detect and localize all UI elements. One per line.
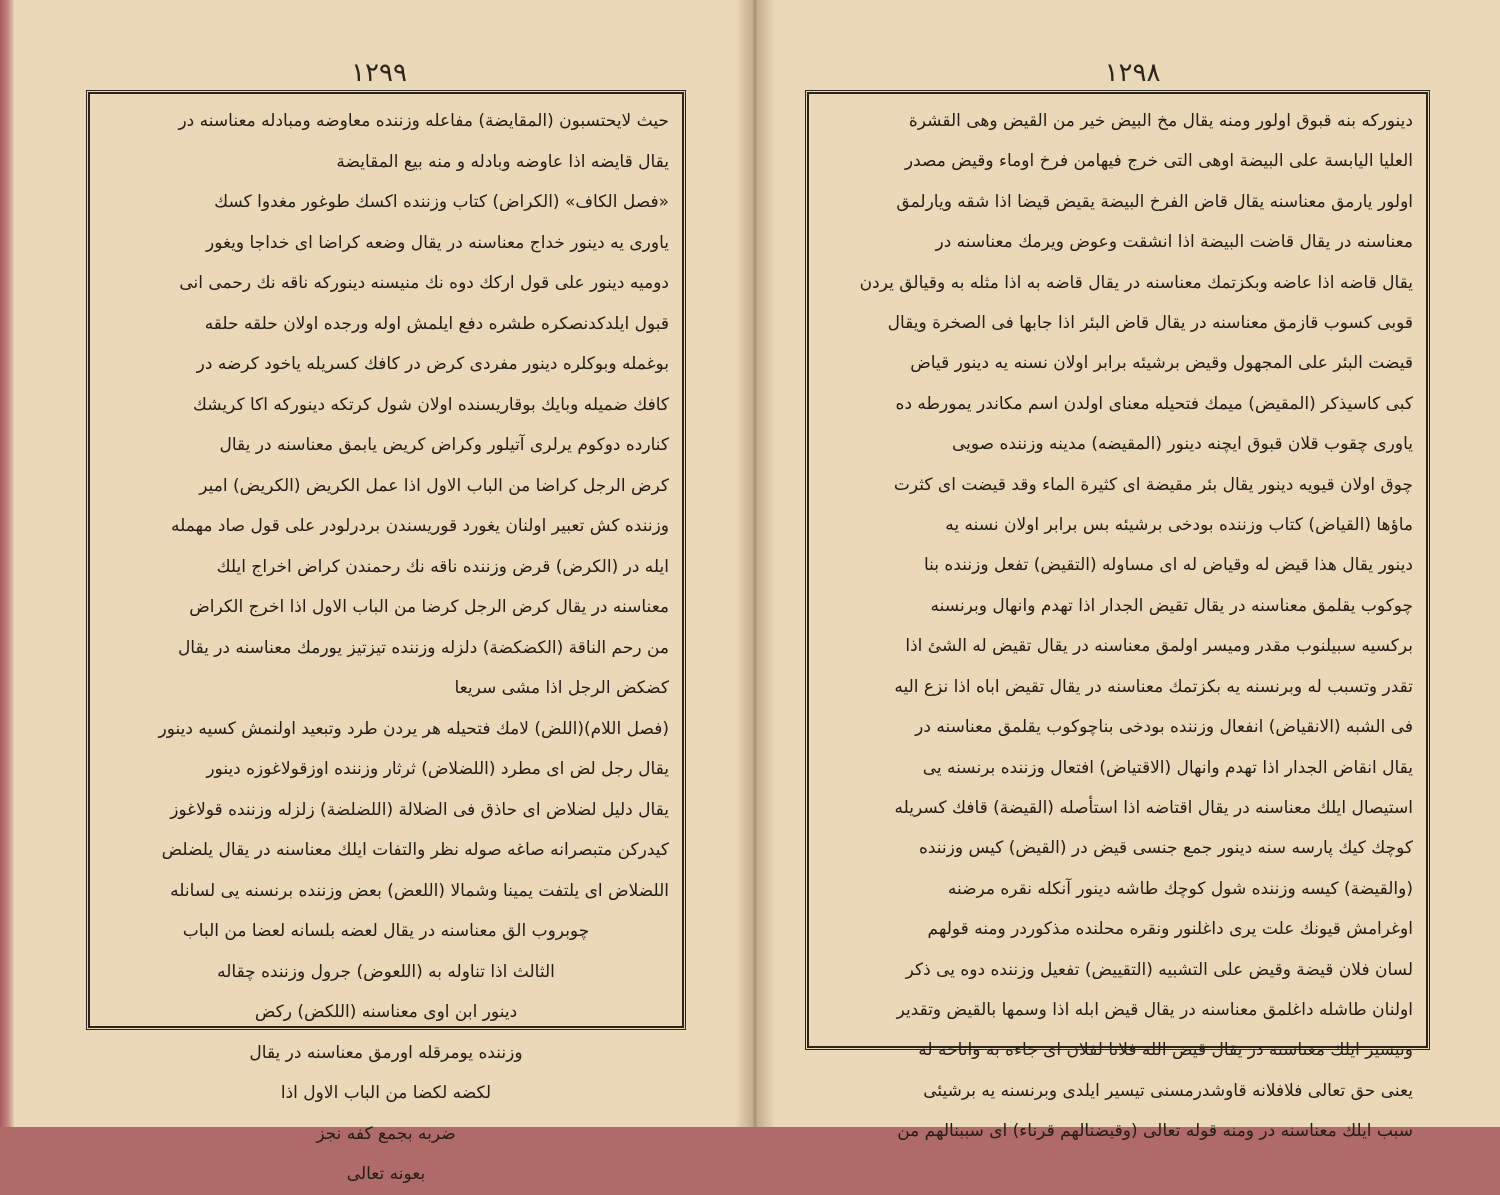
text-line: لسان فلان قيضة وقيض على التشبيه (التقييض) تفعيل وزننده دوه يى ذكر (905, 959, 1413, 980)
text-line: معناسنه در يقال كرض الرجل كرضا من الباب الاول اذا اخرج الكراض (189, 597, 669, 617)
page-number-left: ۱۲۹۹ (351, 58, 407, 88)
text-line: يعنى حق تعالى فلافلانه قاوشدرمسنى تيسير ايلدى وبرنسنه يه برشيئى (923, 1080, 1413, 1101)
text-line: دينور ابن اوى معناسنه (اللكض) ركض (254, 1002, 518, 1022)
text-line: كافك ضميله وبايك بوقاريسنده اولان شول كرتكه دينوركه اكا كريشك (192, 394, 669, 415)
text-line: چوبروب الق معناسنه در يقال لعضه بلسانه لعضا من الباب (182, 921, 590, 941)
text-line: دوميه دينور على قول اركك دوه نك منيسنه دينوركه ناقه نك رحمى انى (179, 273, 669, 293)
text-line: يقال انقاض الجدار اذا تهدم وانهال (الاقتياض) افتعال وزننده برنسنه يى (922, 757, 1413, 778)
text-line: يقال دليل لضلاض اى حاذق فى الضلالة (اللضلضة) زلزله وزننده قولاغوز (170, 799, 669, 820)
text-line: ضربه بجمع كفه نجز (316, 1123, 456, 1144)
text-line: بوغمله وبوكلره دينور مفردى كرض در كافك كسريله ياخود كرضه در (196, 354, 669, 374)
book-edge (0, 0, 14, 1127)
text-line: (فصل اللام)(اللض) لامك فتحيله هر يردن طرد وتبعيد اولنمش كسيه دينور (158, 718, 669, 739)
text-line: ياورى يه دينور خداج معناسنه در يقال وضعه كراضا اى خداجا ويغور (205, 232, 669, 253)
text-line: وتيسير ايلك معناسنه در يقال قيض الله فلانا لفلان اى جاءه به واتاحه له (918, 1040, 1413, 1061)
text-line: وزننده يومرقله اورمق معناسنه در يقال (249, 1042, 523, 1063)
text-line: ايله در (الكرض) قرض وزننده ناقه نك رحمندن كراض اخراج ايلك (216, 556, 669, 577)
text-frame-right (805, 90, 1430, 1142)
text-line: فى الشبه (الانقياض) انفعال وزننده بودخى بناچوكوب يقلمق معناسنه در (915, 717, 1413, 738)
text-line: اولنان طاشله داغلمق معناسنه در يقال قيض ابله اذا وسمها بالقيض وتقدير (896, 999, 1413, 1020)
text-line: استيصال ايلك معناسنه در يقال اقتاضه اذا استأصله (القيضة) قافك كسريله (894, 797, 1413, 818)
text-line: كنارده دوكوم يرلرى آتيلور وكراض كريض يابمق معناسنه در يقال (219, 435, 669, 455)
text-frame-left (86, 90, 686, 1184)
text-line: «فصل الكاف» (الكراض) كتاب وزننده اكسك طوغور مغدوا كسك (214, 192, 669, 212)
text-line: لكضه لكضا من الباب الاول اذا (280, 1083, 492, 1103)
left-page (14, 0, 744, 1184)
text-line: يقال قايضه اذا عاوضه وبادله و منه بيع المقايضة (336, 151, 669, 172)
body-text-left (103, 101, 669, 1195)
body-text-right (822, 101, 1413, 1152)
text-line: قوبى كسوب قازمق معناسنه در يقال قاض البئر اذا جابها فى الصخرة ويقال (887, 313, 1413, 334)
text-line: كرض الرجل كراضا من الباب الاول اذا عمل الكريض (الكريض) امير (199, 475, 669, 496)
text-line: قبول ايلدكدنصكره طشره دفع ايلمش اوله ورجده اولان حلقه حلقه (204, 313, 669, 334)
text-line: يقال قاضه اذا عاضه وبكزتمك معناسنه در يقال قاضه به اذا مثله به وقيالق يردن (859, 272, 1413, 293)
text-line: اوغرامش قيونك علت يرى داغلنور ونقره محلنده مذكوردر ومنه قولهم (927, 919, 1413, 940)
text-line: دينور يقال هذا قيض له وقياض له اى مساوله (التقيض) تفعل وزننده بنا (923, 555, 1413, 576)
text-line: كيدركن متبصرانه صاغه صوله نظر والتفات ايلك معناسنه در يقال يلضلض (161, 840, 669, 860)
text-line: ياورى چقوب قلان قبوق ايچنه دينور (المقيضه) مدينه وزننده صويى (951, 434, 1413, 455)
text-line: سبب ايلك معناسنه در ومنه قوله تعالى (وقيضنالهم قرناء) اى سببنالهم من (897, 1121, 1413, 1142)
text-line: من رحم الناقة (الكضكضة) دلزله وزننده تيزتيز يورمك معناسنه در يقال (177, 637, 669, 658)
text-line: كبى كاسيذكر (المقيض) ميمك فتحيله معناى اولدن اسم مكاندر يمورطه ده (895, 393, 1413, 414)
text-line: اللضلاض اى يلتفت يمينا وشمالا (اللعض) بعض وزننده برنسنه يى لسانله (170, 880, 669, 901)
text-line: دينوركه بنه قبوق اولور ومنه يقال مخ البيض خير من القيض وهى القشرة (908, 111, 1413, 131)
text-line: بركسيه سبيلنوب مقدر وميسر اولمق معناسنه در يقال تقيض له الشئ اذا (905, 636, 1413, 657)
text-line: يقال رجل لض اى مطرد (اللضلاض) ثرثار وزننده اوزقولاغوزه دينور (206, 759, 669, 779)
text-line: اولور يارمق معناسنه يقال قاض الفرخ البيضة يقيض قيضا اذا شقه ويارلمق (896, 191, 1413, 212)
text-line: بعونه تعالى (346, 1164, 426, 1184)
text-line: كوچك كيك پارسه سنه دينور جمع جنسى قيض در (القيض) كيس وزننده (918, 838, 1413, 859)
text-line: قيضت البئر على المجهول وقيض برشيئه برابر اولان نسنه يه دينور قياض (910, 353, 1413, 374)
text-line: كضكض الرجل اذا مشى سريعا (454, 678, 669, 698)
text-line: الثالث اذا تناوله به (اللعوض) جرول وزننده چقاله (217, 961, 555, 982)
text-line: ماؤها (القياض) كتاب وزننده بودخى برشيئه بس برابر اولان نسنه يه (945, 515, 1413, 536)
text-line: چوق اولان قيويه دينور يقال بئر مقيضة اى كثيرة الماء وقد قيضت اى كثرت (893, 474, 1413, 495)
right-page (765, 0, 1500, 1142)
text-line: العليا اليابسة على البيضة اوهى التى خرج فيهامن فرخ اوماء وقيض مصدر (904, 151, 1413, 172)
text-line: وزننده كش تعبير اولنان يغورد قوريسندن بردرلودر على قول صاد مهمله (171, 516, 669, 536)
text-line: تقدر وتسبب له وبرنسنه يه بكزتمك معناسنه در يقال تقيض اباه اذا نزع اليه (894, 676, 1413, 697)
text-line: حيث لايحتسبون (المقايضة) مفاعله وزننده معاوضه ومبادله معناسنه در (178, 111, 669, 131)
text-line: چوكوب يقلمق معناسنه در يقال تقيض الجدار اذا تهدم وانهال وبرنسنه (930, 595, 1413, 616)
text-line: (والقيضة) كيسه وزننده شول كوچك طاشه دينور آنكله نقره مرضنه (947, 878, 1413, 899)
page-number-right: ۱۲۹۸ (1104, 58, 1161, 88)
text-line: معناسنه در يقال قاضت البيضة اذا انشقت وعوض ويرمك معناسنه در (935, 232, 1413, 253)
